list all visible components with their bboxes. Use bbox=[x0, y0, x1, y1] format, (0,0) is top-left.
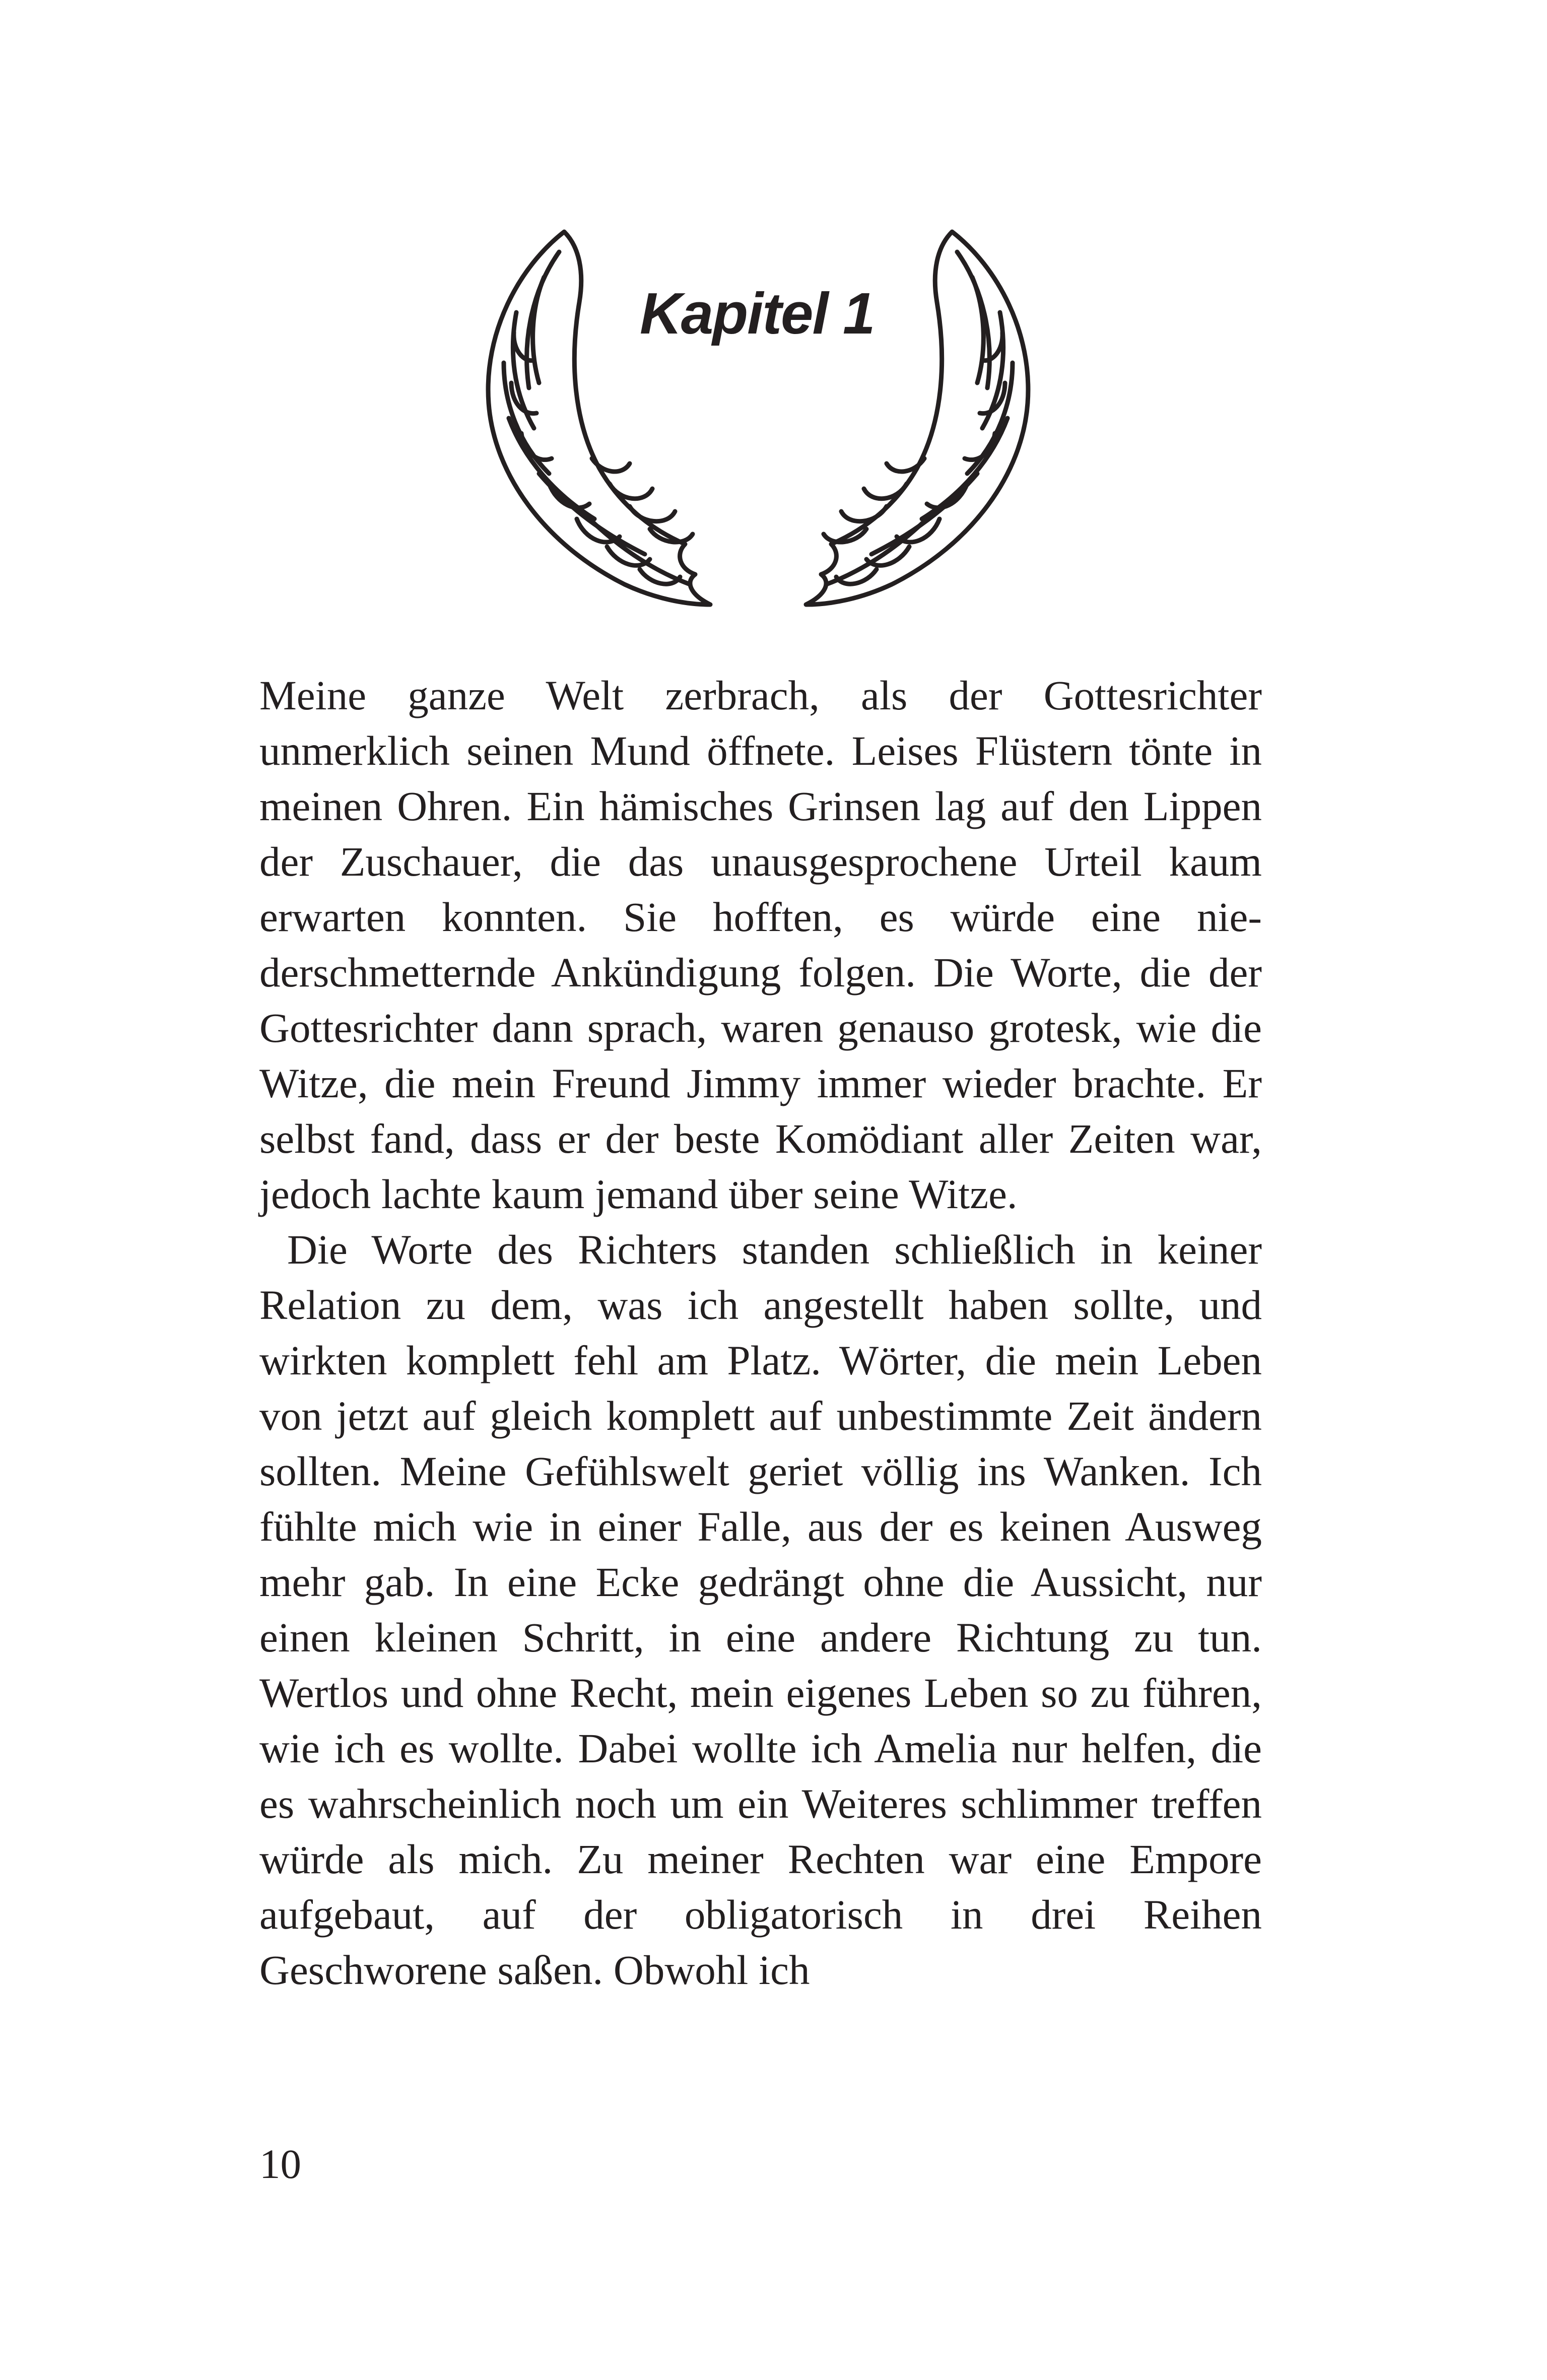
chapter-body bbox=[259, 668, 1262, 1998]
paragraph: Meine ganze Welt zerbrach, als der Gottesrichter unmerklich seinen Mund öffnete. Leises Flüstern tönte in meinen Ohren. Ein hämisches Grinsen lag auf den Lippen der Zuschauer, die das unausgesprochene Urteil kaum erwarten konnten. Sie hofften, es würde eine niederschmetternde Ankündigung folgen. Die Worte, die der Gottesrichter dann sprach, waren genauso grotesk, wie die Witze, die mein Freund Jimmy immer wieder brachte. Er selbst fand, dass er der beste Komödiant aller Zeiten war, jedoch lachte kaum jemand über seine Witze. bbox=[259, 672, 1262, 1217]
chapter-title: Kapitel 1 bbox=[640, 281, 875, 346]
chapter-header bbox=[474, 222, 1043, 625]
page-number: 10 bbox=[259, 2141, 301, 2187]
paragraph: Die Worte des Richters standen schließlich in keiner Relation zu dem, was ich angestellt haben sollte, und wirkten komplett fehl am Platz. Wörter, die mein Leben von jetzt auf gleich komplett auf unbestimmte Zeit ändern sollten. Meine Gefühlswelt geriet völlig ins Wanken. Ich fühlte mich wie in einer Falle, aus der es keinen Ausweg mehr gab. In eine Ecke gedrängt ohne die Aussicht, nur einen kleinen Schritt, in eine andere Richtung zu tun. Wertlos und ohne Recht, mein eigenes Leben so zu führen, wie ich es wollte. Dabei wollte ich Amelia nur helfen, die es wahrscheinlich noch um ein Weiteres schlimmer treffen würde als mich. Zu meiner Rechten war eine Empore aufgebaut, auf der obligatorisch in drei Reihen Geschworene saßen. Obwohl ich bbox=[259, 1226, 1262, 1993]
